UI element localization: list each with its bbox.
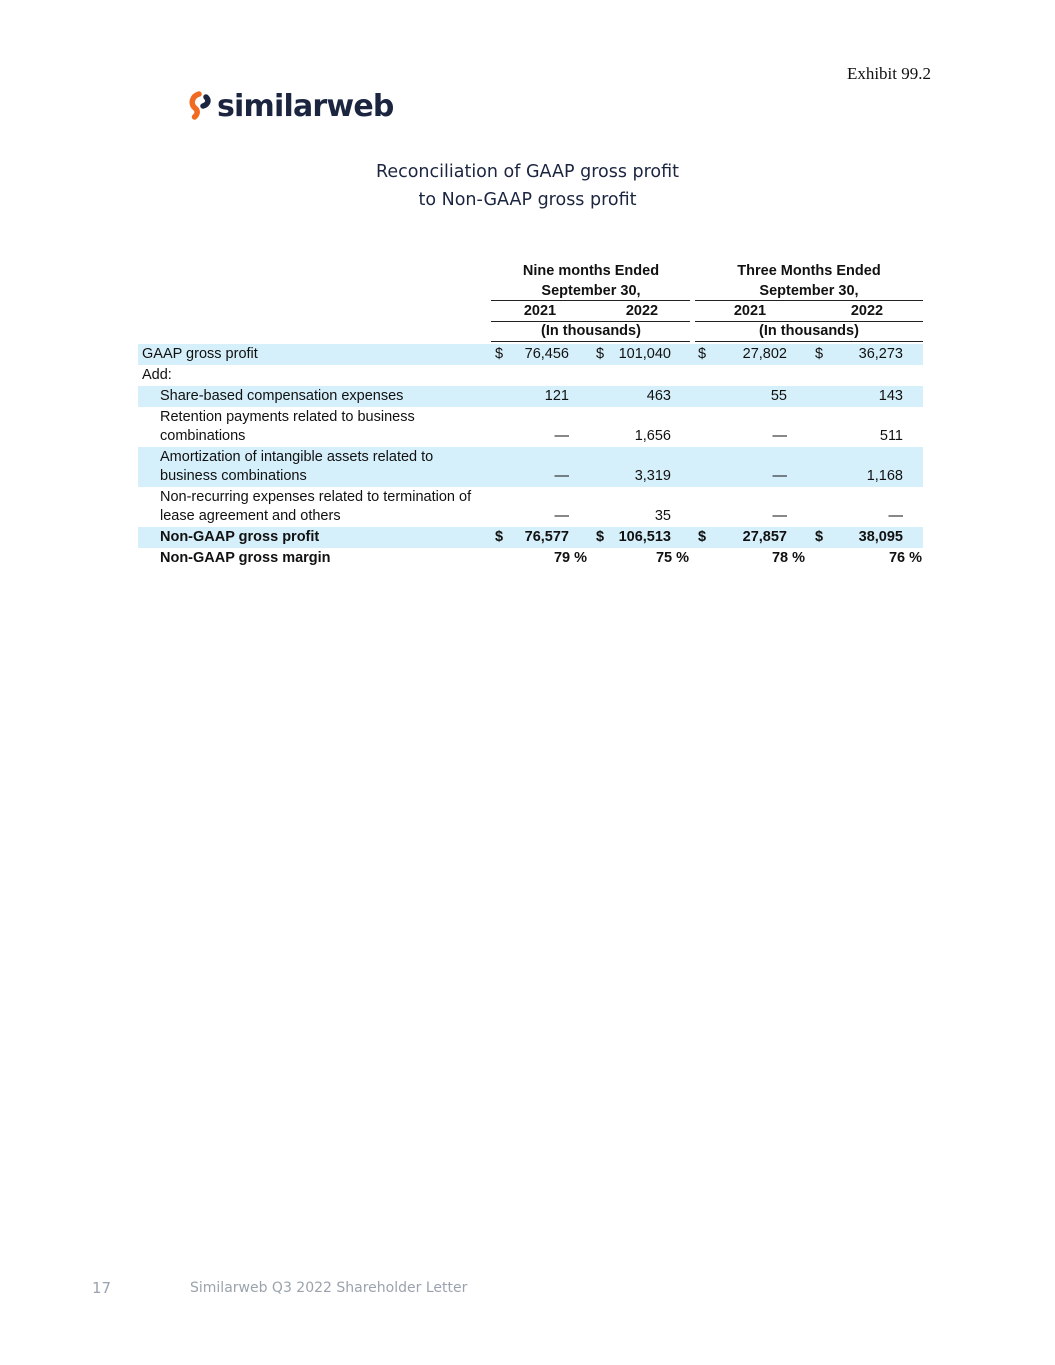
sum-rule-2: [593, 487, 690, 528]
value-three-2022: 76 %: [888, 550, 922, 566]
currency-symbol: $: [698, 529, 707, 545]
table-row-nongaap: [138, 527, 923, 548]
value-nine-2022: 75 %: [655, 550, 689, 566]
table-row-margin: [138, 548, 923, 569]
year-col-1: 2021: [523, 303, 557, 319]
value-nine-2021: 76,577: [524, 529, 569, 545]
row-label-cont: business combinations: [160, 468, 307, 484]
table-row-gaap: [138, 344, 923, 365]
year-rule-2: [695, 302, 923, 322]
value-nine-2021: —: [554, 428, 569, 444]
value-three-2021: 55: [770, 388, 787, 404]
table-row-amortization: [138, 447, 923, 487]
row-label: Non-recurring expenses related to termination of: [160, 489, 472, 505]
header-rule-2: [695, 282, 923, 301]
value-three-2021: 27,857: [742, 529, 787, 545]
similarweb-logo-icon: [186, 91, 212, 121]
header-units-row: [138, 322, 923, 342]
header-rule-1: [491, 282, 690, 301]
year-col-2: 2022: [625, 303, 659, 319]
header-row-2: [138, 282, 923, 302]
year-col-3: 2021: [733, 303, 767, 319]
currency-symbol: $: [495, 346, 504, 362]
value-three-2021: 78 %: [771, 550, 805, 566]
value-nine-2021: 121: [544, 388, 569, 404]
row-label: Add:: [142, 367, 172, 383]
sum-rule-3: [695, 487, 805, 528]
value-three-2022: —: [888, 508, 903, 524]
page-number: 17: [92, 1279, 112, 1297]
header-years-row: [138, 302, 923, 322]
value-nine-2021: 79 %: [553, 550, 587, 566]
value-nine-2021: —: [554, 468, 569, 484]
logo-wordmark: similarweb: [217, 88, 394, 124]
units-rule-1: [491, 322, 690, 342]
year-col-4: 2022: [850, 303, 884, 319]
units-label-1: (In thousands): [541, 323, 641, 339]
header-period-1: September 30,: [541, 283, 641, 299]
currency-symbol: $: [815, 529, 824, 545]
exhibit-label: Exhibit 99.2: [846, 64, 931, 83]
row-label: GAAP gross profit: [142, 346, 258, 362]
page-title: [0, 158, 1055, 214]
currency-symbol: $: [815, 346, 824, 362]
value-three-2022: 1,168: [866, 468, 903, 484]
currency-symbol: $: [596, 346, 605, 362]
footer-text: Similarweb Q3 2022 Shareholder Letter: [190, 1280, 468, 1296]
row-label: Non-GAAP gross margin: [160, 550, 331, 566]
table-row-share-based: [138, 386, 923, 407]
sum-rule-4: [811, 487, 923, 528]
header-row-1: [138, 262, 923, 282]
row-label: Share-based compensation expenses: [160, 388, 404, 404]
table-row-retention: [138, 407, 923, 447]
table-row-add: [138, 365, 923, 386]
units-label-2: (In thousands): [759, 323, 859, 339]
row-label-cont: combinations: [160, 428, 246, 444]
currency-symbol: $: [596, 529, 605, 545]
header-nine-months: Nine months Ended: [522, 263, 660, 279]
value-three-2021: —: [772, 428, 787, 444]
value-nine-2021: —: [554, 508, 569, 524]
units-rule-2: [695, 322, 923, 342]
value-three-2021: —: [772, 468, 787, 484]
value-three-2022: 36,273: [858, 346, 903, 362]
reconciliation-table: [138, 262, 923, 569]
value-nine-2022: 35: [654, 508, 671, 524]
row-label: Retention payments related to business: [160, 409, 415, 425]
row-label: Non-GAAP gross profit: [160, 529, 320, 545]
value-nine-2021: 76,456: [524, 346, 569, 362]
value-three-2021: —: [772, 508, 787, 524]
value-nine-2022: 463: [646, 388, 671, 404]
company-logo: [186, 86, 394, 126]
value-nine-2022: 101,040: [618, 346, 671, 362]
currency-symbol: $: [698, 346, 707, 362]
title-line-1: Reconciliation of GAAP gross profit: [375, 162, 680, 182]
table-row-non-recurring: [138, 487, 923, 527]
header-three-months: Three Months Ended: [737, 263, 881, 279]
header-period-2: September 30,: [759, 283, 859, 299]
row-label: Amortization of intangible assets related to: [160, 449, 434, 465]
title-line-2: to Non-GAAP gross profit: [418, 190, 637, 210]
sum-rule-1: [491, 487, 588, 528]
value-nine-2022: 1,656: [634, 428, 671, 444]
value-three-2022: 143: [878, 388, 903, 404]
value-three-2021: 27,802: [742, 346, 787, 362]
row-label-cont: lease agreement and others: [160, 508, 341, 524]
year-rule-1: [491, 302, 690, 322]
value-three-2022: 511: [879, 428, 903, 444]
currency-symbol: $: [495, 529, 504, 545]
value-nine-2022: 3,319: [634, 468, 671, 484]
value-three-2022: 38,095: [858, 529, 903, 545]
value-nine-2022: 106,513: [618, 529, 671, 545]
